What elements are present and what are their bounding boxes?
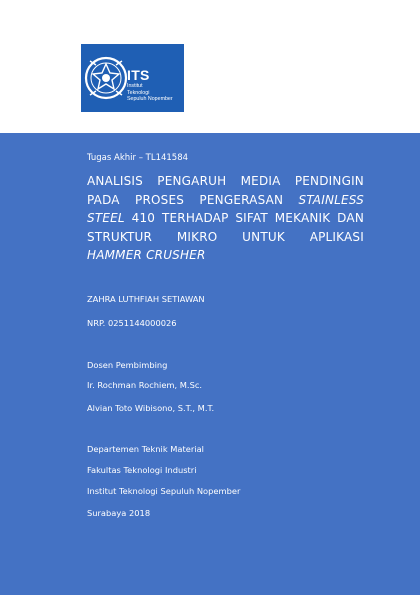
logo-line: Institut (127, 83, 143, 89)
supervisor-2: Alvian Toto Wibisono, S.T., M.T. (87, 403, 215, 413)
logo-institution-name (127, 83, 187, 103)
title-line: STRUKTUR MIKRO UNTUK APLIKASI (87, 229, 364, 244)
thesis-code: Tugas Akhir – TL141584 (87, 153, 189, 163)
title-line: PADA PROSES PENGERASAN STAINLESS (87, 192, 364, 207)
its-logo (81, 44, 184, 112)
supervisors-label: Dosen Pembimbing (87, 360, 168, 370)
author-name: ZAHRA LUTHFIAH SETIAWAN (87, 294, 205, 304)
cover-panel (0, 133, 420, 595)
cover-header (0, 0, 420, 133)
its-seal-icon (84, 49, 128, 107)
department: Departemen Teknik Material (87, 444, 204, 454)
student-id: NRP. 0251144000026 (87, 318, 177, 328)
title-line: STEEL 410 TERHADAP SIFAT MEKANIK DAN (87, 211, 364, 225)
logo-abbreviation: ITS (127, 67, 150, 83)
logo-line: Teknologi (127, 89, 150, 96)
supervisor-1: Ir. Rochman Rochiem, M.Sc. (87, 380, 203, 390)
title-line: ANALISIS PENGARUH MEDIA PENDINGIN (87, 174, 364, 188)
city-year: Surabaya 2018 (87, 508, 151, 518)
faculty: Fakultas Teknologi Industri (87, 465, 197, 475)
title-line: HAMMER CRUSHER (87, 248, 206, 262)
thesis-title (87, 172, 364, 265)
institute: Institut Teknologi Sepuluh Nopember (87, 486, 241, 496)
logo-line: Sepuluh Nopember (127, 96, 173, 103)
